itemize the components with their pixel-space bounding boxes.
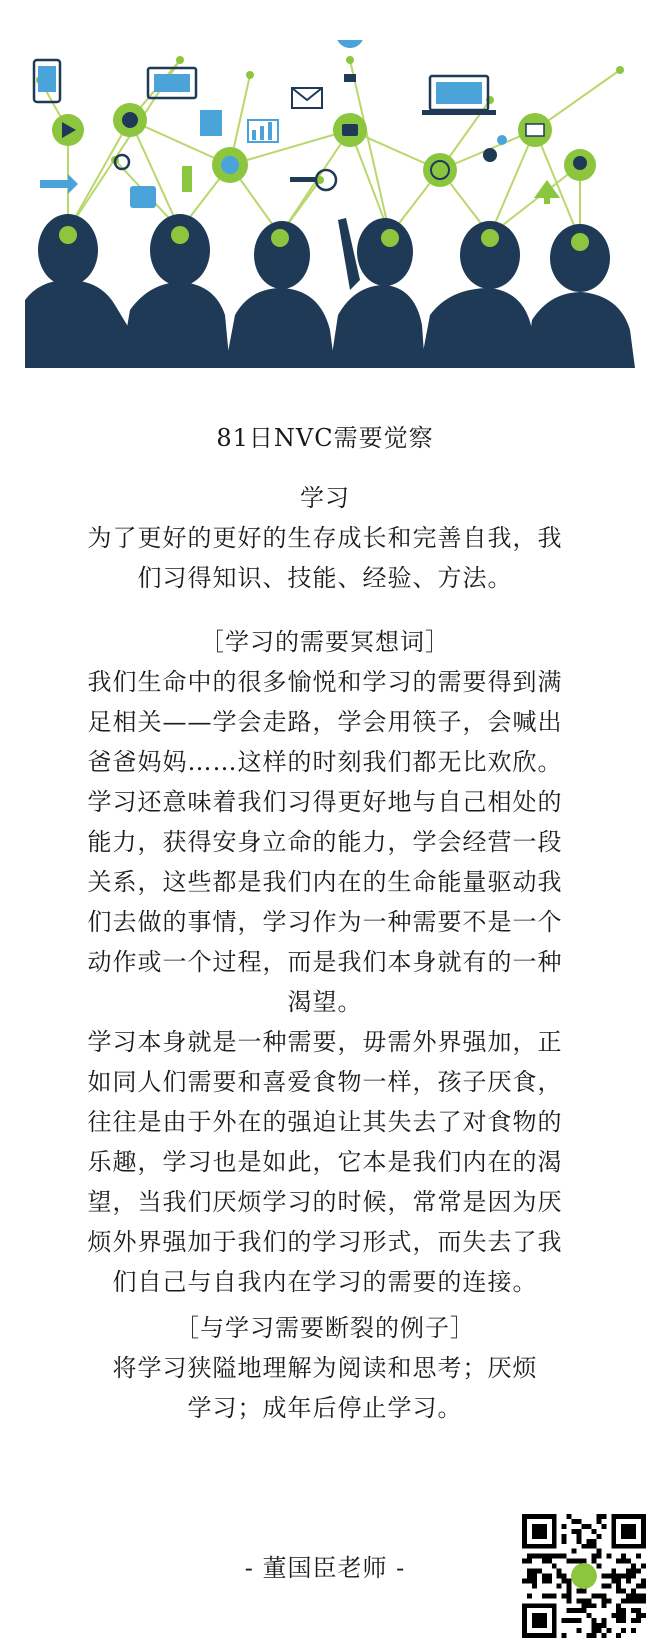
text-line: 望，当我们厌烦学习的时候，常常是因为厌 [87,1188,563,1216]
text-line: 往往是由于外在的强迫让其失去了对食物的 [87,1108,563,1136]
qr-code [522,1514,646,1638]
text-line: 为了更好的更好的生存成长和完善自我，我 [87,524,563,552]
section-learning [70,478,580,598]
floating-icons [34,40,560,208]
text-line: 们习得知识、技能、经验、方法。 [137,564,513,592]
text-line: 烦外界强加于我们的学习形式，而失去了我 [87,1228,563,1256]
text-line: 将学习狭隘地理解为阅读和思考；厌烦 [112,1354,538,1382]
text-line: 爸爸妈妈……这样的时刻我们都无比欢欣。 [87,748,563,776]
section-meditation [70,622,580,1302]
section-heading: ［学习的需要冥想词］ [200,628,450,656]
text-line: 能力，获得安身立命的能力，学会经营一段 [87,828,563,856]
section-heading: ［与学习需要断裂的例子］ [175,1314,475,1342]
header-illustration [20,40,635,368]
icon-circles [52,103,596,187]
text-line: 我们生命中的很多愉悦和学习的需要得到满 [87,668,563,696]
people-silhouettes [25,214,635,368]
text-line: 乐趣，学习也是如此，它本是我们内在的渴 [87,1148,563,1176]
text-line: 学习还意味着我们习得更好地与自己相处的 [87,788,563,816]
text-line: 学习；成年后停止学习。 [187,1394,463,1422]
text-line: 关系，这些都是我们内在的生命能量驱动我 [87,868,563,896]
text-line: 如同人们需要和喜爱食物一样，孩子厌食， [87,1068,563,1096]
text-line: 足相关——学会走路，学会用筷子，会喊出 [87,708,563,736]
text-line: 们去做的事情，学习作为一种需要不是一个 [87,908,563,936]
section-heading: 学习 [300,484,350,512]
author-signature: - 董国臣老师 - [244,1554,406,1582]
text-line: 动作或一个过程，而是我们本身就有的一种 [87,948,563,976]
network-lines [40,60,620,240]
text-line: 学习本身就是一种需要，毋需外界强加，正 [87,1028,563,1056]
section-disconnection [70,1308,580,1428]
text-line: 们自己与自我内在学习的需要的连接。 [112,1268,538,1296]
text-line: 渴望。 [287,988,363,1016]
page-title: 81日NVC需要觉察 [216,424,434,452]
